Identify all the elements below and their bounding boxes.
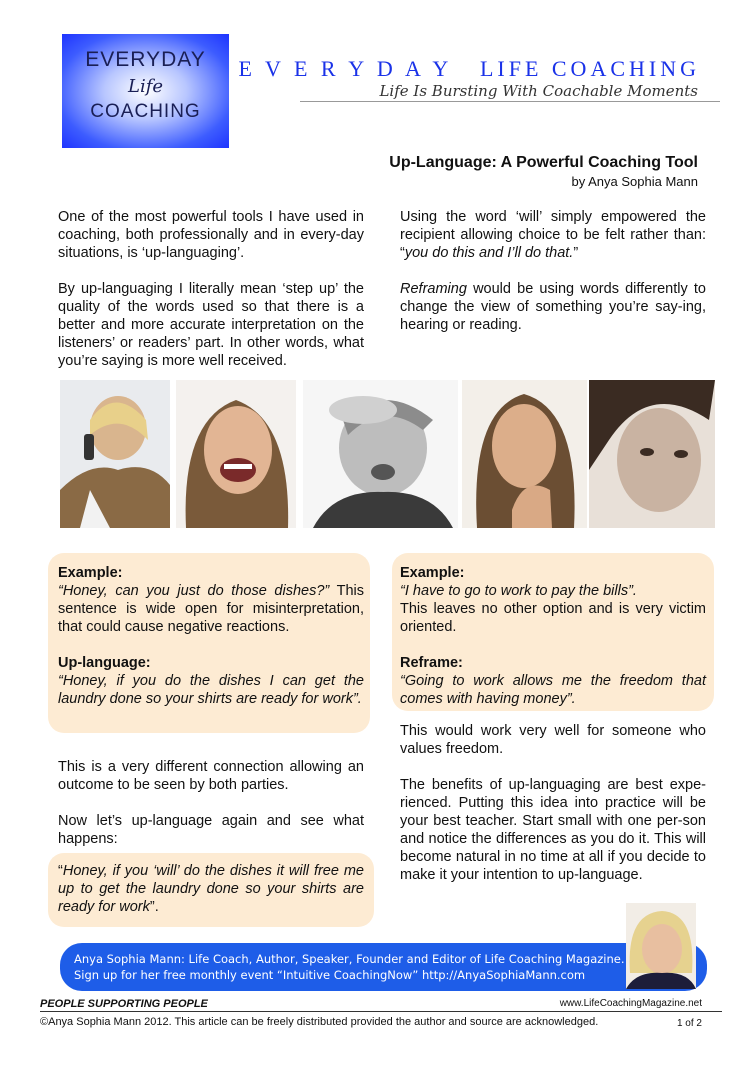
paragraph	[400, 280, 706, 334]
example-text: This leaves no other option and is very victim oriented.	[400, 601, 706, 635]
reframe-heading: Reframe:	[400, 655, 463, 671]
uplanguage-heading: Up-language:	[58, 655, 151, 671]
photo-thinking-man	[462, 380, 587, 528]
paragraph: The benefits of up-languaging are best expe-rienced. Putting this idea into practice will be your best teacher. Start small with one per-son and notice the differences as you do it. This will become natural in no time at all if you decide to make it your intention to up-language.	[400, 777, 706, 883]
photo-woman-phone	[60, 380, 170, 528]
right-bottom-column	[400, 722, 706, 902]
logo-line1: EVERYDAY	[85, 48, 206, 71]
right-intro-column	[400, 208, 706, 352]
brand-tagline: Life Is Bursting With Coachable Moments	[379, 82, 698, 100]
paragraph-text: ”	[573, 245, 579, 261]
uplanguage-quote: Honey, if you ‘will’ do the dishes it will free me up to get the laundry done so your shirts are ready for work	[58, 863, 364, 915]
photo-boy-hand-on-head	[303, 380, 458, 528]
left-intro-column	[58, 208, 364, 388]
logo-line3: COACHING	[90, 101, 201, 122]
photo-laughing-man	[176, 380, 296, 528]
paragraph: This would work very well for someone who values freedom.	[400, 723, 706, 757]
article-title: Up-Language: A Powerful Coaching Tool	[389, 154, 698, 171]
author-bio-text	[74, 951, 634, 983]
page-number: 1 of 2	[676, 1018, 702, 1029]
photo-child-sepia	[589, 380, 715, 528]
bio-line: Anya Sophia Mann: Life Coach, Author, Speaker, Founder and Editor of Life Coaching Magazine.	[74, 952, 625, 966]
copyright-notice: ©Anya Sophia Mann 2012. This article can be freely distributed provided the author and source are acknowledged.	[40, 1016, 599, 1028]
paragraph: By up-languaging I literally mean ‘step up’ the quality of the words used so that there is a better and more accurate interpretation on the listeners’ or readers’ part. In other words, what you’re saying is more well received.	[58, 281, 364, 369]
header-divider	[300, 101, 720, 102]
uplanguage-quote: “Honey, if you do the dishes I can get the laundry done so your shirts are ready for work”.	[58, 673, 364, 707]
paragraph: This is a very different connection allowing an outcome to be seen by both parties.	[58, 759, 364, 793]
example-quote: “I have to go to work to pay the bills”.	[400, 583, 637, 599]
reframe-quote: “Going to work allows me the freedom that comes with having money”.	[400, 673, 706, 707]
italic-quote: you do this and I’ll do that.	[404, 245, 574, 261]
quote-open: “	[58, 863, 63, 879]
bio-line: Sign up for her free monthly event “Intuitive CoachingNow” http://AnyaSophiaMann.com	[74, 968, 586, 982]
author-photo	[626, 903, 696, 989]
example-heading: Example:	[400, 565, 465, 581]
example-text: This sentence is wide open for misinterpretation, that could cause negative reactions.	[58, 583, 364, 635]
footer-tagline: PEOPLE SUPPORTING PEOPLE	[40, 998, 208, 1010]
example-left-text	[58, 564, 364, 708]
logo	[62, 34, 229, 148]
brand-title: E V E R Y D A Y LIFE COACHING	[238, 56, 700, 81]
paragraph-text: would be using words differently to change the view of something you’re say-ing, hearing or reading.	[400, 281, 706, 333]
example-right-text	[400, 564, 706, 708]
footer-website[interactable]: www.LifeCoachingMagazine.net	[559, 998, 702, 1009]
paragraph-text: Using the word ‘will’ simply empowered the recipient allowing choice to be felt rather than: “	[400, 209, 706, 261]
left-middle-column	[58, 758, 364, 866]
paragraph: One of the most powerful tools I have used in coaching, both professionally and in every-day situations, is ‘up-languaging’.	[58, 209, 364, 261]
paragraph: Now let’s up-language again and see what happens:	[58, 813, 364, 847]
example-heading: Example:	[58, 565, 123, 581]
example-body	[58, 582, 364, 636]
paragraph	[400, 208, 706, 262]
footer-divider	[40, 1011, 722, 1012]
logo-line2: Life	[127, 76, 164, 97]
example-quote: “Honey, can you just do those dishes?”	[58, 583, 330, 599]
quote-close: ”.	[149, 899, 159, 915]
article-byline: by Anya Sophia Mann	[571, 174, 698, 189]
quote-box-text	[58, 862, 364, 916]
italic-term: Reframing	[400, 281, 467, 297]
